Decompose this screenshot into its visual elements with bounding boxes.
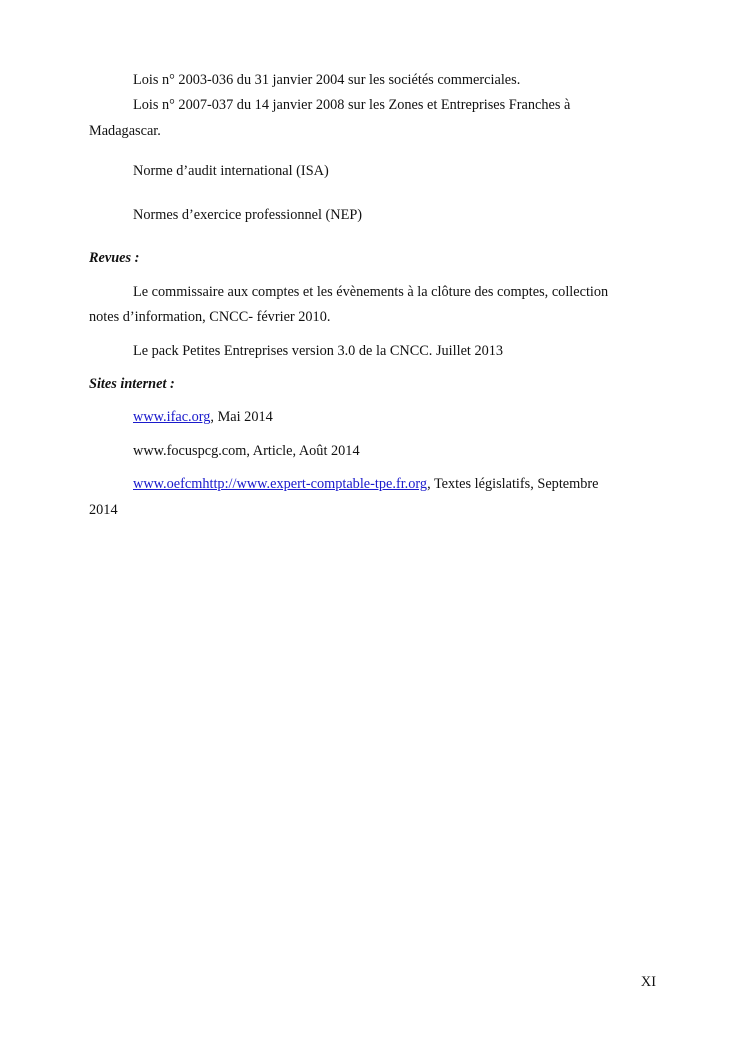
ifac-link[interactable]: www.ifac.org (133, 409, 211, 425)
norm-nep: Normes d’exercice professionnel (NEP) (133, 207, 363, 223)
law-line-2: Lois n° 2007-037 du 14 janvier 2008 sur les Zones et Entreprises Franches à (133, 97, 571, 113)
oefcm-link[interactable]: www.oefcmhttp://www.expert-comptable-tpe.fr.org (133, 476, 428, 492)
site-item-1 (133, 408, 273, 426)
site-item-3 (133, 475, 599, 493)
law-line-2-continued: Madagascar. (89, 123, 161, 139)
sites-heading: Sites internet : (89, 376, 175, 392)
revue-item-2: Le pack Petites Entreprises version 3.0 de la CNCC. Juillet 2013 (133, 343, 504, 359)
revues-heading: Revues : (89, 250, 140, 266)
site-item-2: www.focuspcg.com, Article, Août 2014 (133, 443, 360, 459)
site-item-1-text: , Mai 2014 (210, 409, 273, 425)
norm-isa: Norme d’audit international (ISA) (133, 163, 329, 179)
revue-item-1-continued: notes d’information, CNCC- février 2010. (89, 309, 331, 325)
site-item-3-text: , Textes législatifs, Septembre (427, 476, 599, 492)
revue-item-1: Le commissaire aux comptes et les évènements à la clôture des comptes, collection (133, 284, 609, 300)
law-line-1: Lois n° 2003-036 du 31 janvier 2004 sur les sociétés commerciales. (133, 72, 521, 88)
site-item-3-continued: 2014 (89, 502, 118, 518)
page-number: XI (640, 974, 656, 990)
